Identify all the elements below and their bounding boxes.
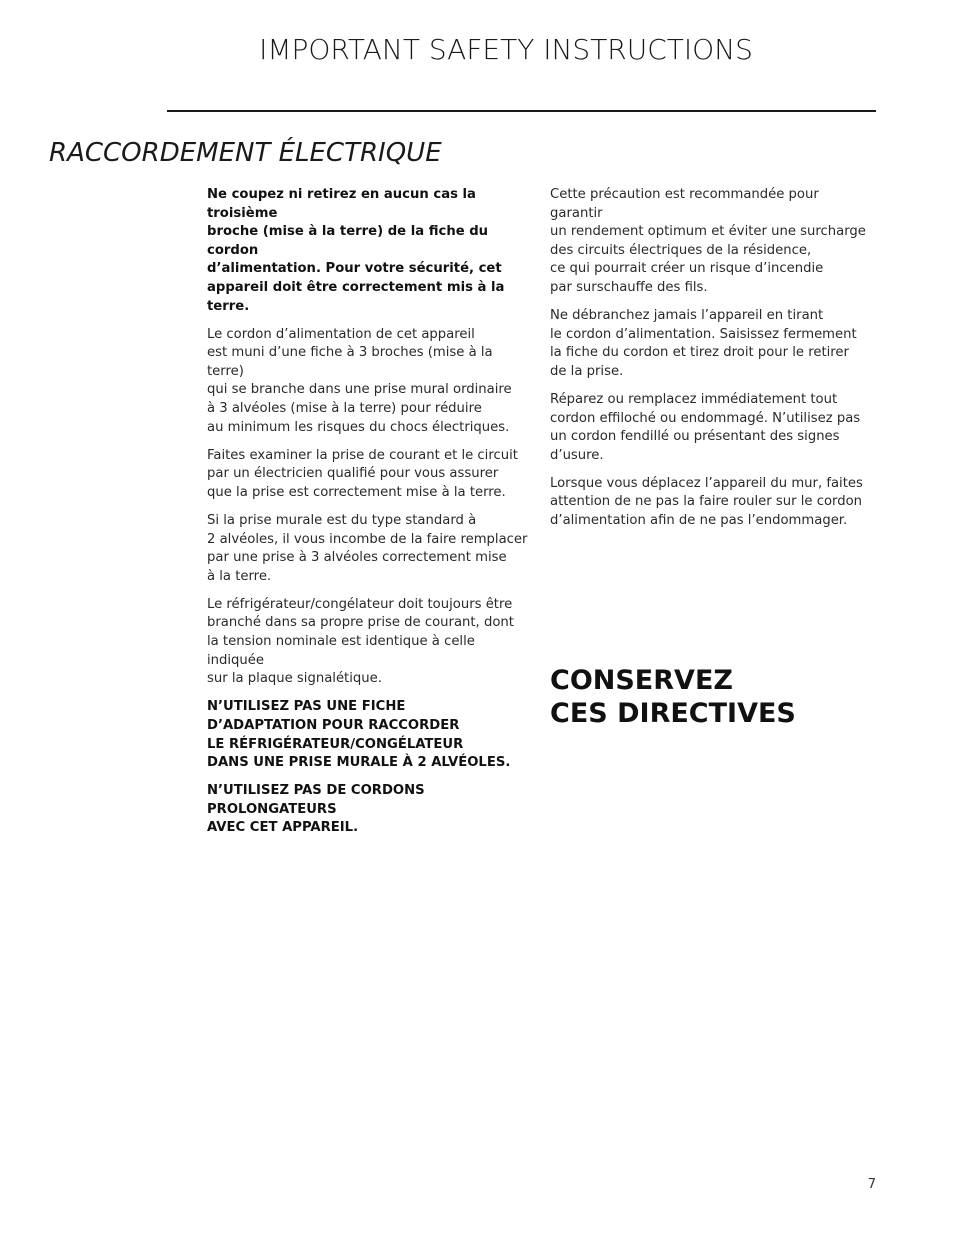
section-title: RACCORDEMENT ÉLECTRIQUE (49, 138, 442, 168)
page-number: 7 (867, 1177, 876, 1192)
right-column (550, 186, 870, 540)
page-header-title: IMPORTANT SAFETY INSTRUCTIONS (259, 33, 753, 66)
save-instructions-title: CONSERVEZ CES DIRECTIVES (550, 665, 796, 729)
left-column (207, 186, 532, 848)
paragraph-power-cord: Le cordon d’alimentation de cet appareil est muni d’une fiche à 3 broches (mise à la terre) qui se branche dans une prise mural ordinaire à 3 alvéoles (mise à la terre) pour réduire au minimum les risques du chocs électriques. (207, 326, 512, 435)
header-divider (167, 110, 876, 112)
paragraph-damaged-cord: Réparez ou remplacez immédiatement tout cordon effiloché ou endommagé. N’utilisez pas un cordon fendillé ou présentant des signes d’usure. (550, 391, 861, 463)
extension-cord-warning: N’UTILISEZ PAS DE CORDONS PROLONGATEURS AVEC CET APPAREIL. (207, 783, 425, 836)
paragraph-two-prong-outlet: Si la prise murale est du type standard à 2 alvéoles, il vous incombe de la faire remplacer par une prise à 3 alvéoles correctement mise à la terre. (207, 513, 528, 584)
paragraph-unplug: Ne débranchez jamais l’appareil en tirant le cordon d’alimentation. Saisissez fermement la fiche du cordon et tirez droit pour le retirer de la prise. (550, 308, 857, 379)
paragraph-moving-appliance: Lorsque vous déplacez l’appareil du mur, faites attention de ne pas la faire rouler sur le cordon d’alimentation afin de ne pas l’endommager. (550, 475, 863, 528)
grounding-warning: Ne coupez ni retirez en aucun cas la troisième broche (mise à la terre) de la fiche du cordon d’alimentation. Pour votre sécurité, cet appareil doit être correctement mis à la terre. (207, 187, 505, 314)
paragraph-electrician-check: Faites examiner la prise de courant et le circuit par un électricien qualifié pour vous assurer que la prise est correctement mise à la terre. (207, 447, 518, 500)
adapter-warning: N’UTILISEZ PAS UNE FICHE D’ADAPTATION POUR RACCORDER LE RÉFRIGÉRATEUR/CONGÉLATEUR DANS UNE PRISE MURALE À 2 ALVÉOLES. (207, 699, 511, 771)
paragraph-dedicated-outlet: Le réfrigérateur/congélateur doit toujours être branché dans sa propre prise de courant, dont la tension nominale est identique à celle indiquée sur la plaque signalétique. (207, 596, 514, 687)
paragraph-precaution: Cette précaution est recommandée pour garantir un rendement optimum et éviter une surcharge des circuits électriques de la résidence, ce qui pourrait créer un risque d’incendie par surschauffe des fils. (550, 187, 866, 295)
